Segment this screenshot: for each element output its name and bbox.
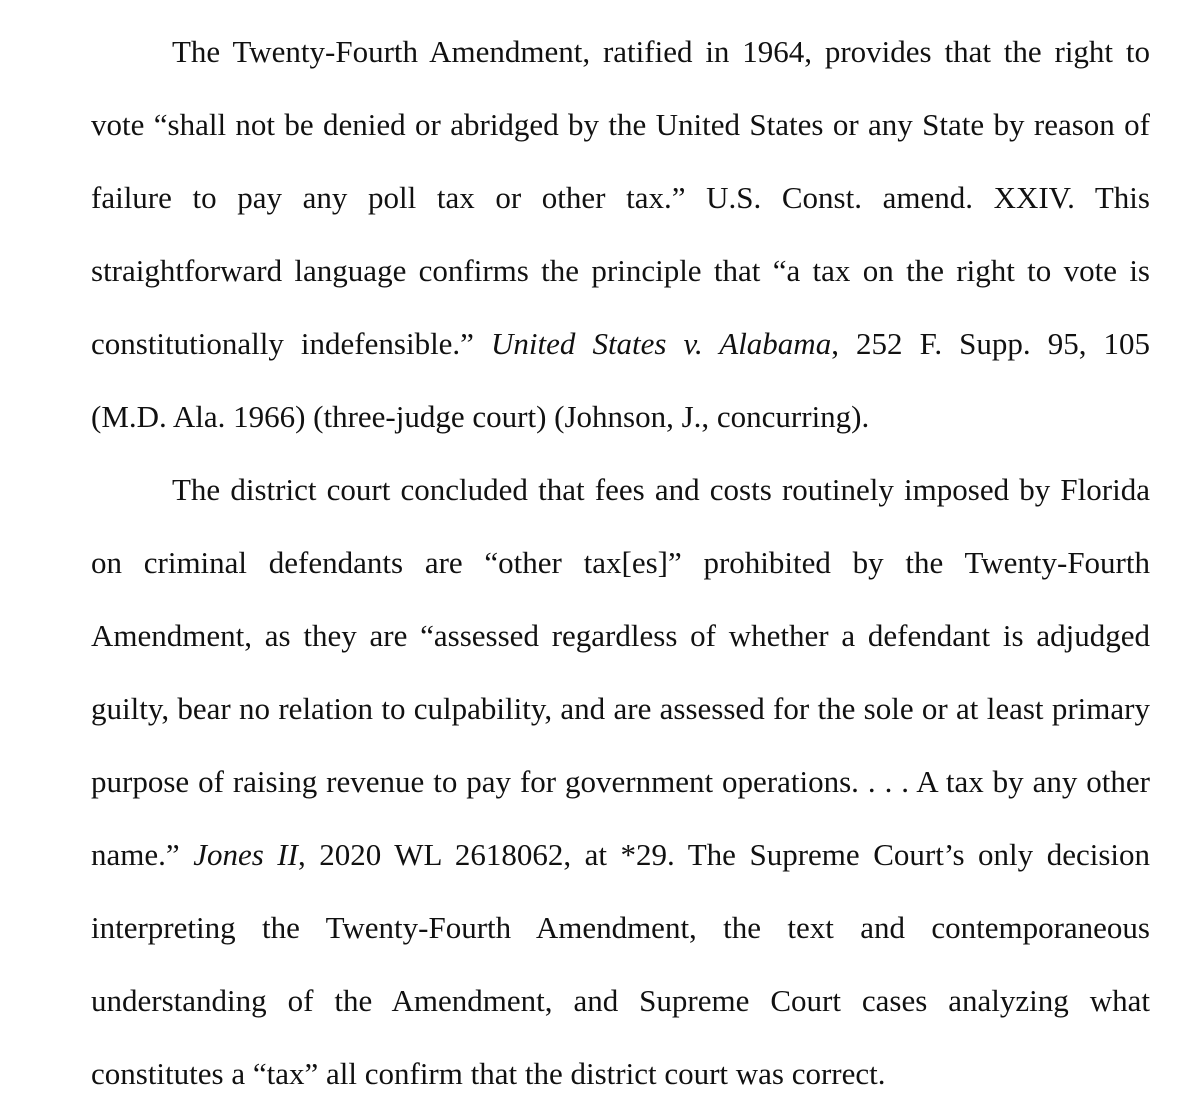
text-run: interpreting the Twenty-Fourth Amendment, the text and contemporaneous bbox=[91, 910, 1150, 945]
paragraph-line bbox=[91, 1054, 1150, 1094]
text-run: (M.D. Ala. 1966) (three-judge court) (Johnson, J., concurring). bbox=[91, 399, 870, 434]
text-run: on criminal defendants are “other tax[es]” prohibited by the Twenty-Fourth bbox=[91, 545, 1150, 580]
paragraph-line bbox=[91, 689, 1150, 729]
text-run: straightforward language confirms the principle that “a tax on the right to vote is bbox=[91, 253, 1150, 288]
case-citation: United States v. Alabama bbox=[491, 326, 832, 361]
text-run: Amendment, as they are “assessed regardless of whether a defendant is adjudged bbox=[91, 618, 1150, 653]
paragraph-line bbox=[91, 835, 1150, 875]
paragraph-line bbox=[91, 981, 1150, 1021]
paragraph-line bbox=[91, 178, 1150, 218]
paragraph-line bbox=[91, 251, 1150, 291]
text-run: The district court concluded that fees and costs routinely imposed by Florida bbox=[172, 472, 1150, 507]
text-run: , 2020 WL 2618062, at *29. The Supreme Court’s only decision bbox=[297, 837, 1151, 872]
text-run: , 252 F. Supp. 95, 105 bbox=[831, 326, 1150, 361]
text-run: purpose of raising revenue to pay for government operations. . . . A tax by any other bbox=[91, 764, 1150, 799]
case-citation: Jones II bbox=[193, 837, 298, 872]
paragraph-line bbox=[91, 324, 1150, 364]
text-run: constitutionally indefensible.” bbox=[91, 326, 492, 361]
text-run: failure to pay any poll tax or other tax.” U.S. Const. amend. XXIV. This bbox=[91, 180, 1150, 215]
text-run: guilty, bear no relation to culpability, and are assessed for the sole or at least primary bbox=[91, 691, 1150, 726]
paragraph-line bbox=[91, 616, 1150, 656]
text-run: The Twenty-Fourth Amendment, ratified in 1964, provides that the right to bbox=[172, 34, 1150, 69]
paragraph-line bbox=[91, 543, 1150, 583]
paragraph-line bbox=[91, 105, 1150, 145]
text-run: understanding of the Amendment, and Supreme Court cases analyzing what bbox=[91, 983, 1150, 1018]
paragraph-line bbox=[91, 762, 1150, 802]
paragraph-line bbox=[172, 32, 1150, 72]
text-run: name.” bbox=[91, 837, 194, 872]
paragraph-line bbox=[91, 908, 1150, 948]
text-run: vote “shall not be denied or abridged by the United States or any State by reason of bbox=[91, 107, 1150, 142]
text-run: constitutes a “tax” all confirm that the district court was correct. bbox=[91, 1056, 886, 1091]
paragraph-line bbox=[91, 397, 1150, 437]
paragraph-line bbox=[172, 470, 1150, 510]
